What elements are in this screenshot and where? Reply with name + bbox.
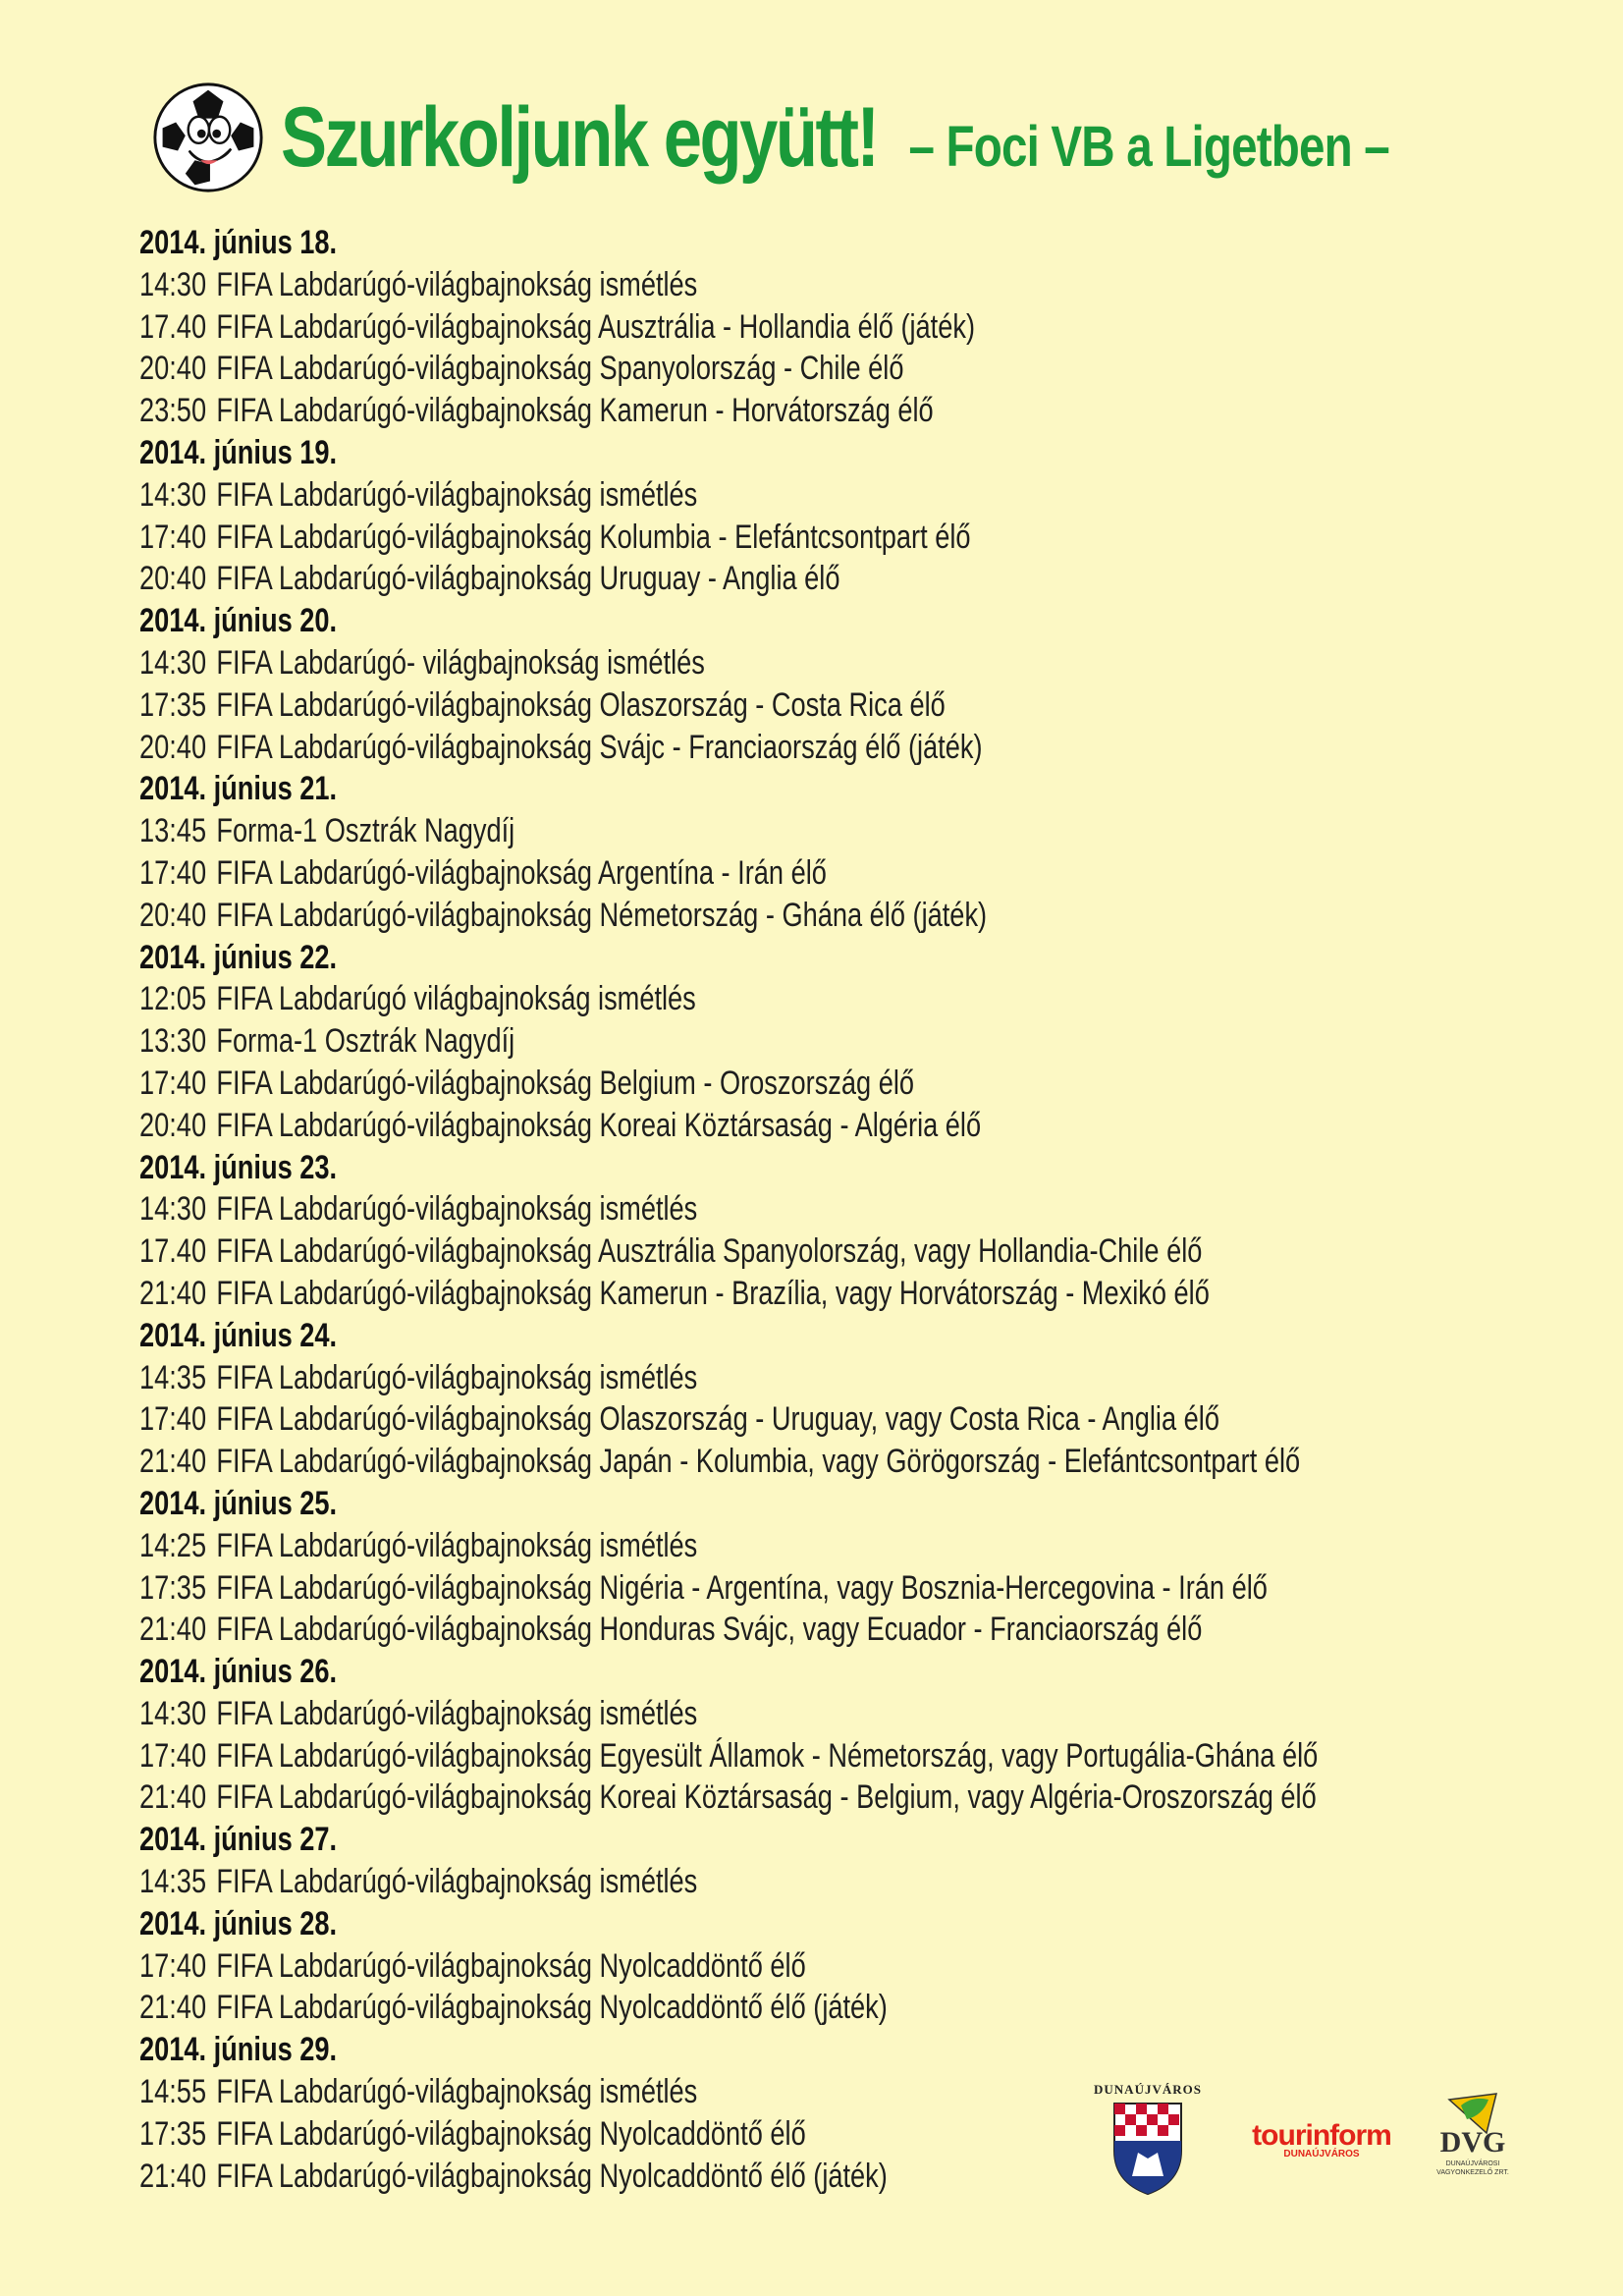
coat-of-arms-icon	[1109, 2098, 1187, 2196]
event-time: 13:45	[139, 812, 207, 850]
schedule-event	[139, 1987, 1239, 2029]
event-time: 13:30	[139, 1022, 207, 1061]
schedule-event	[139, 390, 1239, 432]
event-time: 14:55	[139, 2073, 207, 2111]
tourinform-logo-sublabel: DUNAÚJVÁROS	[1283, 2149, 1360, 2159]
event-description: FIFA Labdarúgó-világbajnokság Egyesült Államok - Németország, vagy Portugália-Ghána élő	[216, 1736, 1319, 1775]
sponsor-logos	[1090, 2082, 1522, 2200]
event-time: 14:35	[139, 1358, 207, 1396]
dvg-logo-sublabel: DUNAÚJVÁROSI VAGYONKEZELŐ ZRT.	[1436, 2160, 1509, 2176]
event-description: FIFA Labdarúgó-világbajnokság Japán - Kolumbia, vagy Görögország - Elefántcsontpart élő	[216, 1443, 1301, 1481]
event-time: 17:40	[139, 1064, 207, 1102]
event-time: 14:30	[139, 265, 207, 303]
schedule-event	[139, 2113, 1239, 2156]
dunaujvaros-logo	[1094, 2082, 1202, 2201]
schedule-event	[139, 1735, 1319, 1777]
event-description: FIFA Labdarúgó-világbajnokság Honduras Svájc, vagy Ecuador - Franciaország élő	[216, 1611, 1203, 1649]
event-description: FIFA Labdarúgó-világbajnokság ismétlés	[216, 2073, 698, 2111]
schedule-event	[139, 1020, 1239, 1063]
schedule-date: 2014. június 28.	[139, 1904, 338, 1942]
event-description: FIFA Labdarúgó-világbajnokság Olaszország - Uruguay, vagy Costa Rica - Anglia élő	[216, 1400, 1219, 1439]
event-description: FIFA Labdarúgó-világbajnokság Argentína - Irán élő	[216, 853, 827, 892]
event-description: FIFA Labdarúgó-világbajnokság Ausztrália - Hollandia élő (játék)	[216, 307, 976, 346]
event-time: 21:40	[139, 2157, 207, 2195]
event-description: FIFA Labdarúgó-világbajnokság ismétlés	[216, 1694, 698, 1732]
soccer-ball-mascot-icon	[151, 81, 265, 194]
dunaujvaros-logo-label: DUNAÚJVÁROS	[1094, 2082, 1202, 2097]
tourinform-logo	[1233, 2119, 1410, 2159]
event-time: 20:40	[139, 560, 207, 598]
event-time: 17.40	[139, 1232, 207, 1271]
event-time: 17:40	[139, 1946, 207, 1985]
event-time: 17:35	[139, 1568, 207, 1607]
schedule-event	[139, 727, 1239, 769]
event-description: FIFA Labdarúgó-világbajnokság Kamerun - Horvátország élő	[216, 392, 934, 430]
schedule-event	[139, 1063, 1239, 1105]
schedule-event	[139, 1861, 1239, 1903]
event-time: 17:40	[139, 1736, 207, 1775]
title-text: Szurkoljunk együtt!	[281, 89, 878, 185]
schedule-event	[139, 474, 1239, 517]
event-time: 14:30	[139, 475, 207, 514]
event-description: FIFA Labdarúgó-világbajnokság Ausztrália Spanyolország, vagy Hollandia-Chile élő	[216, 1232, 1203, 1271]
schedule-date: 2014. június 24.	[139, 1316, 338, 1354]
schedule-event	[139, 2071, 1239, 2113]
schedule-event	[139, 264, 1239, 306]
event-description: FIFA Labdarúgó-világbajnokság ismétlés	[216, 265, 698, 303]
schedule-event	[139, 1273, 1239, 1315]
schedule-event	[139, 1525, 1239, 1567]
event-description: Forma-1 Osztrák Nagydíj	[216, 1022, 515, 1061]
event-time: 12:05	[139, 980, 207, 1018]
event-time: 23:50	[139, 392, 207, 430]
event-time: 21:40	[139, 1443, 207, 1481]
event-description: FIFA Labdarúgó-világbajnokság Spanyolország - Chile élő	[216, 350, 904, 388]
schedule-event	[139, 1230, 1239, 1273]
event-description: FIFA Labdarúgó-világbajnokság Kamerun - Brazília, vagy Horvátország - Mexikó élő	[216, 1274, 1210, 1312]
dvg-logo-label: DVG	[1439, 2126, 1506, 2159]
schedule-event	[139, 1945, 1239, 1988]
schedule-event	[139, 517, 1239, 559]
schedule-event	[139, 978, 1239, 1020]
schedule-date: 2014. június 18.	[139, 224, 338, 261]
event-description: FIFA Labdarúgó-világbajnokság ismétlés	[216, 475, 698, 514]
event-time: 17:40	[139, 853, 207, 892]
header	[151, 81, 1623, 194]
tourinform-logo-label: tourinform	[1252, 2119, 1391, 2152]
schedule-event	[139, 810, 1239, 852]
event-time: 20:40	[139, 350, 207, 388]
schedule-date: 2014. június 21.	[139, 770, 338, 808]
event-time: 17.40	[139, 307, 207, 346]
event-description: FIFA Labdarúgó-világbajnokság Svájc - Franciaország élő (játék)	[216, 728, 983, 766]
event-time: 17:35	[139, 685, 207, 724]
event-time: 14:30	[139, 1694, 207, 1732]
event-description: FIFA Labdarúgó-világbajnokság Uruguay - Anglia élő	[216, 560, 840, 598]
event-time: 14:30	[139, 643, 207, 682]
event-description: FIFA Labdarúgó-világbajnokság Kolumbia - Elefántcsontpart élő	[216, 518, 971, 556]
event-description: FIFA Labdarúgó-világbajnokság ismétlés	[216, 1358, 698, 1396]
event-description: FIFA Labdarúgó-világbajnokság Nigéria - Argentína, vagy Bosznia-Hercegovina - Irán élő	[216, 1568, 1268, 1607]
event-description: FIFA Labdarúgó világbajnokság ismétlés	[216, 980, 696, 1018]
event-time: 20:40	[139, 1106, 207, 1144]
schedule-date: 2014. június 25.	[139, 1484, 338, 1522]
schedule-event	[139, 1567, 1268, 1610]
schedule-event	[139, 558, 1239, 600]
page-title	[281, 89, 1389, 187]
schedule-event	[139, 348, 1239, 390]
event-description: FIFA Labdarúgó-világbajnokság Nyolcaddöntő élő (játék)	[216, 2157, 888, 2195]
schedule-event	[139, 684, 1239, 727]
schedule-event	[139, 852, 1239, 895]
schedule-event	[139, 1441, 1301, 1483]
event-time: 17:35	[139, 2114, 207, 2153]
schedule-event	[139, 1609, 1239, 1651]
schedule-event	[139, 1777, 1317, 1819]
event-time: 21:40	[139, 1611, 207, 1649]
event-description: FIFA Labdarúgó-világbajnokság Koreai Köztársaság - Algéria élő	[216, 1106, 982, 1144]
schedule-date: 2014. június 27.	[139, 1821, 338, 1859]
event-time: 21:40	[139, 1778, 207, 1817]
schedule-event	[139, 1398, 1239, 1441]
schedule-event	[139, 306, 1239, 349]
schedule-event	[139, 2156, 1239, 2198]
event-description: FIFA Labdarúgó-világbajnokság Nyolcaddöntő élő	[216, 2114, 806, 2153]
schedule-date: 2014. június 29.	[139, 2031, 338, 2069]
event-description: FIFA Labdarúgó-világbajnokság Nyolcaddöntő élő (játék)	[216, 1989, 888, 2027]
page-subtitle: – Foci VB a Ligetben –	[908, 114, 1389, 179]
event-description: FIFA Labdarúgó-világbajnokság Nyolcaddöntő élő	[216, 1946, 806, 1985]
event-time: 14:30	[139, 1190, 207, 1229]
event-description: FIFA Labdarúgó-világbajnokság Németország - Ghána élő (játék)	[216, 896, 988, 934]
event-description: Forma-1 Osztrák Nagydíj	[216, 812, 515, 850]
event-time: 17:40	[139, 518, 207, 556]
event-time: 21:40	[139, 1989, 207, 2027]
schedule-list	[139, 222, 1514, 2197]
schedule-date: 2014. június 23.	[139, 1148, 338, 1186]
schedule-event	[139, 1693, 1239, 1735]
event-description: FIFA Labdarúgó- világbajnokság ismétlés	[216, 643, 705, 682]
schedule-date: 2014. június 22.	[139, 938, 338, 976]
event-time: 20:40	[139, 896, 207, 934]
event-description: FIFA Labdarúgó-világbajnokság Koreai Köztársaság - Belgium, vagy Algéria-Oroszország élő	[216, 1778, 1317, 1817]
event-time: 14:25	[139, 1526, 207, 1564]
schedule-event	[139, 895, 1239, 937]
event-description: FIFA Labdarúgó-világbajnokság ismétlés	[216, 1863, 698, 1901]
event-time: 21:40	[139, 1274, 207, 1312]
event-time: 14:35	[139, 1863, 207, 1901]
schedule-event	[139, 1357, 1239, 1399]
event-description: FIFA Labdarúgó-világbajnokság ismétlés	[216, 1526, 698, 1564]
event-time: 20:40	[139, 728, 207, 766]
event-time: 17:40	[139, 1400, 207, 1439]
schedule-date: 2014. június 26.	[139, 1653, 338, 1691]
schedule-event	[139, 1188, 1239, 1230]
event-description: FIFA Labdarúgó-világbajnokság Olaszország - Costa Rica élő	[216, 685, 946, 724]
event-description: FIFA Labdarúgó-világbajnokság ismétlés	[216, 1190, 698, 1229]
schedule-date: 2014. június 20.	[139, 602, 338, 640]
schedule-event	[139, 642, 1239, 684]
schedule-event	[139, 1105, 1239, 1147]
event-description: FIFA Labdarúgó-világbajnokság Belgium - Oroszország élő	[216, 1064, 914, 1102]
schedule-date: 2014. június 19.	[139, 433, 338, 471]
dvg-logo	[1426, 2090, 1520, 2177]
